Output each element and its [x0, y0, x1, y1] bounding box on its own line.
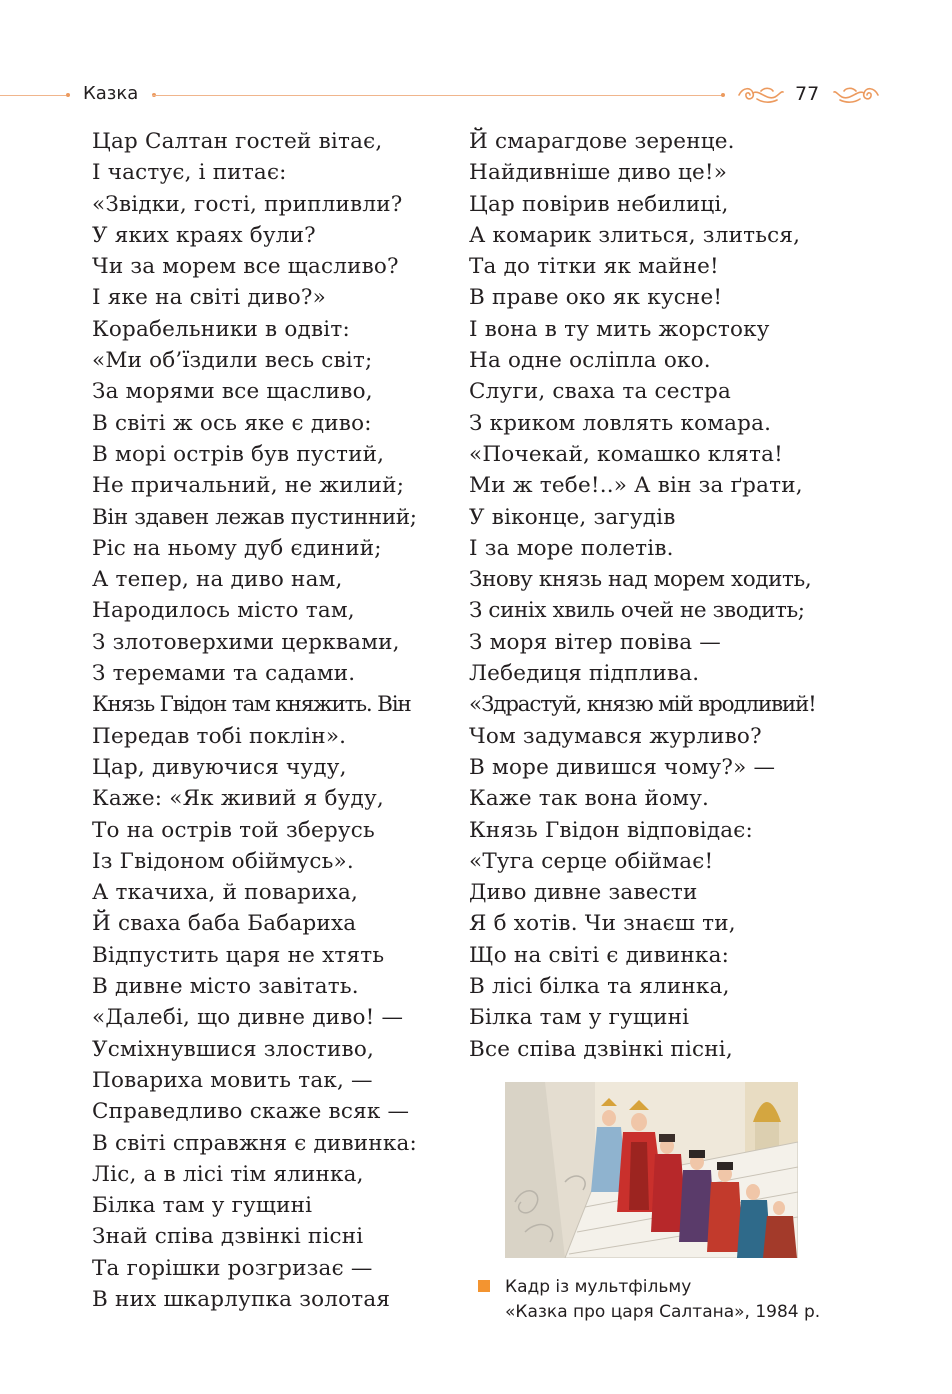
- poem-line: На одне осліпла око.: [469, 348, 711, 374]
- poem-line: Ми ж тебе!..» А він за ґрати,: [469, 473, 803, 499]
- header-rule-left: [0, 95, 66, 96]
- header-dot-left: [66, 93, 70, 97]
- poem-line: Білка там у гущині: [469, 1005, 690, 1031]
- poem-line: З моря вітер повіва —: [469, 629, 721, 655]
- square-bullet-icon: [478, 1280, 490, 1292]
- poem-line: В них шкарлупка золотая: [92, 1286, 391, 1312]
- poem-line: «Здрастуй, князю мій вродливий!: [469, 692, 816, 718]
- poem-line: Білка там у гущині: [92, 1193, 313, 1219]
- poem-line: «Далебі, що дивне диво! —: [92, 1005, 404, 1031]
- poem-line: З злотоверхими церквами,: [92, 629, 400, 655]
- poem-line: В світі ж ось яке є диво:: [92, 410, 372, 436]
- poem-line: Знай співа дзвінкі пісні: [92, 1224, 364, 1250]
- poem-line: Слуги, сваха та сестра: [469, 379, 731, 405]
- cartoon-illustration: [505, 1082, 798, 1258]
- poem-line: З синіх хвиль очей не зводить;: [469, 598, 805, 624]
- page-number: 77: [795, 83, 820, 105]
- scroll-ornament-left-icon: [737, 83, 785, 107]
- poem-line: В праве око як кусне!: [469, 285, 723, 311]
- poem-line: Цар Салтан гостей вітає,: [92, 129, 383, 154]
- section-title: Казка: [83, 83, 139, 104]
- cartoon-still-image: [505, 1082, 798, 1258]
- poem-line: І вона в ту мить жорстоку: [469, 316, 770, 342]
- poem-line: В дивне місто завітать.: [92, 974, 359, 1000]
- poem-line: Й сваха баба Бабариха: [92, 911, 357, 937]
- poem-line: Він здавен лежав пустинний;: [92, 504, 417, 530]
- poem-line: Корабельники в одвіт:: [92, 316, 350, 342]
- poem-line: Цар, дивуючися чуду,: [92, 754, 347, 780]
- poem-line: Найдивніше диво це!»: [469, 160, 728, 186]
- caption-line: Кадр із мультфільму: [505, 1277, 692, 1297]
- poem-line: У яких краях були?: [92, 222, 316, 248]
- header-dot-right: [721, 93, 725, 97]
- caption-line: «Казка про царя Салтана», 1984 р.: [505, 1302, 821, 1322]
- poem-line: Чи за морем все щасливо?: [92, 254, 399, 280]
- poem-line: Лебедиця підплива.: [469, 661, 700, 687]
- figure-caption: [505, 1275, 820, 1325]
- poem-line: Та до тітки як майне!: [469, 254, 719, 280]
- poem-line: Й смарагдове зеренце.: [469, 129, 735, 154]
- poem-line: Все співа дзвінкі пісні,: [469, 1036, 733, 1062]
- poem-line: Я б хотів. Чи знаєш ти,: [469, 911, 736, 937]
- header-rule-right: [152, 95, 722, 96]
- poem-line: Диво дивне завести: [469, 880, 698, 906]
- poem-line: Чом задумався журливо?: [469, 723, 762, 749]
- poem-line: Та горішки розгризає —: [92, 1255, 373, 1281]
- poem-line: І частує, і питає:: [92, 160, 287, 186]
- poem-line: «Туга серце обіймає!: [469, 848, 714, 874]
- page-header: [0, 80, 952, 110]
- poem-line: А тепер, на диво нам,: [92, 567, 343, 593]
- poem-line: «Почекай, комашко клята!: [469, 441, 783, 467]
- poem-line: За морями все щасливо,: [92, 379, 373, 405]
- poem-line: Каже так вона йому.: [469, 786, 710, 812]
- scroll-ornament-right-icon: [832, 83, 880, 107]
- poem-line: Не причальний, не жилий;: [92, 473, 405, 499]
- poem-line: Усміхнувшися злостиво,: [92, 1036, 375, 1062]
- poem-line: «Звідки, гості, припливли?: [92, 191, 403, 217]
- poem-left-column: [92, 126, 460, 1315]
- poem-line: «Ми об’їздили весь світ;: [92, 348, 373, 374]
- poem-line: А комарик злиться, злиться,: [469, 222, 801, 248]
- poem-line: З теремами та садами.: [92, 661, 356, 687]
- poem-line: Знову князь над морем ходить,: [469, 567, 812, 593]
- poem-line: Передав тобі поклін».: [92, 723, 347, 749]
- poem-line: Із Гвідоном обіймусь».: [92, 848, 354, 874]
- poem-line: В лісі білка та ялинка,: [469, 974, 730, 1000]
- poem-line: В світі справжня є дивинка:: [92, 1130, 417, 1156]
- poem-line: Відпустить царя не хтять: [92, 942, 385, 968]
- poem-line: Повариха мовить так, —: [92, 1067, 373, 1093]
- poem-line: Князь Гвідон відповідає:: [469, 817, 753, 843]
- poem-line: В морі острів був пустий,: [92, 441, 385, 467]
- poem-line: То на острів той зберусь: [92, 817, 375, 843]
- poem-line: Що на світі є дивинка:: [469, 942, 730, 968]
- poem-line: І яке на світі диво?»: [92, 285, 326, 311]
- poem-line: Князь Гвідон там княжить. Він: [92, 692, 411, 718]
- poem-line: З криком ловлять комара.: [469, 410, 772, 436]
- poem-line: В море дивишся чому?» —: [469, 754, 776, 780]
- poem-line: Народилось місто там,: [92, 598, 355, 624]
- poem-line: Ріс на ньому дуб єдиний;: [92, 535, 382, 561]
- poem-right-column: [469, 126, 849, 1065]
- poem-line: Каже: «Як живий я буду,: [92, 786, 384, 812]
- poem-line: Ліс, а в лісі тім ялинка,: [92, 1161, 364, 1187]
- poem-line: Цар повірив небилиці,: [469, 191, 729, 217]
- poem-line: Справедливо скаже всяк —: [92, 1099, 410, 1125]
- poem-line: У віконце, загудів: [469, 504, 676, 530]
- poem-line: А ткачиха, й повариха,: [92, 880, 359, 906]
- poem-line: І за море полетів.: [469, 535, 674, 561]
